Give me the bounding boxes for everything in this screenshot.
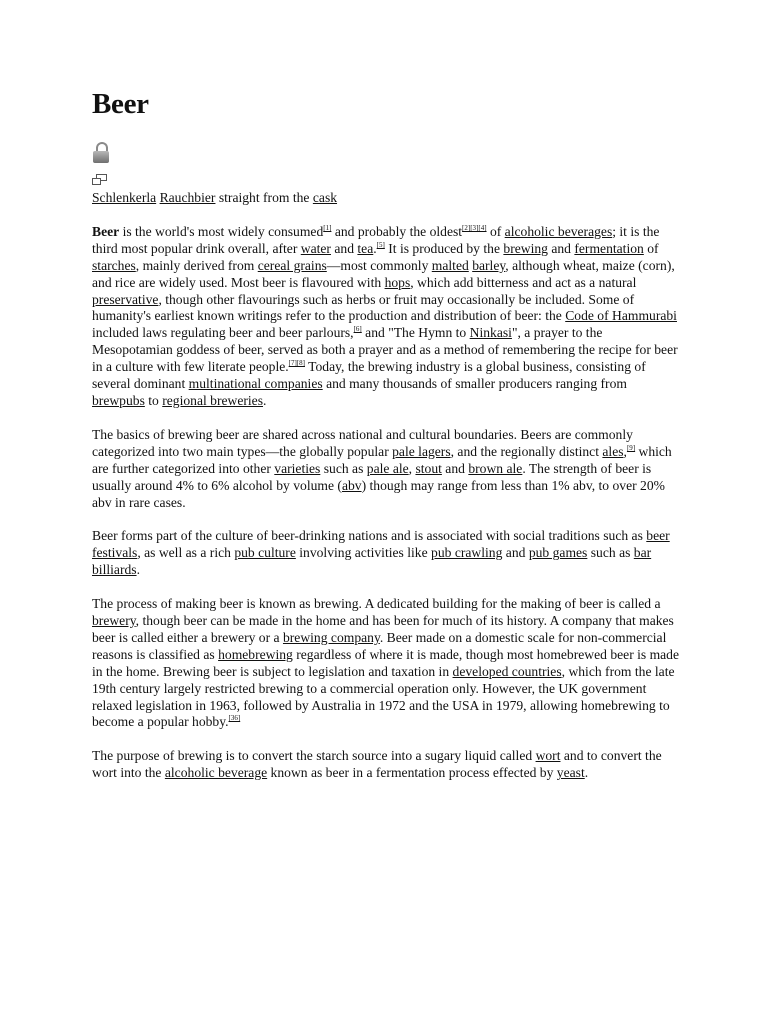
text: —most commonly — [326, 257, 432, 273]
link-brewery[interactable]: brewery — [92, 613, 136, 629]
citation-link[interactable]: [2][3][4] — [462, 223, 487, 232]
text: regardless of where it is made, though most homebrewed beer is made in the home. Brewing beer is subject to legislation and taxation in — [92, 646, 680, 679]
image-placeholder-icon[interactable] — [92, 174, 106, 184]
link-pub-crawling[interactable]: pub crawling — [431, 545, 503, 561]
text: and — [502, 545, 529, 561]
link-water[interactable]: water — [300, 240, 331, 256]
link-abv[interactable]: abv — [341, 477, 362, 493]
citation — [354, 325, 362, 333]
text: , although wheat, maize (corn), and rice are widely used. Most beer is flavoured with — [92, 257, 675, 290]
text: Beer forms part of the culture of beer-drinking nations and is associated with social traditions such as — [92, 528, 647, 544]
link-malted[interactable]: malted — [431, 257, 469, 273]
term-beer: Beer — [92, 223, 120, 239]
caption-text: straight from the — [218, 190, 310, 205]
link-tea[interactable]: tea — [357, 240, 374, 256]
article — [92, 86, 682, 799]
page-title: Beer — [92, 88, 149, 120]
text: ", a prayer to the Mesopotamian goddess of beer, served as both a prayer and as a method of remembering the recipe for beer in a culture with few literate people. — [92, 325, 678, 375]
text: Today, the brewing industry is a global business, consisting of several dominant — [92, 359, 646, 392]
paragraph-culture — [92, 528, 682, 579]
text: and — [330, 240, 358, 256]
link-pale-lagers[interactable]: pale lagers — [392, 443, 451, 459]
text: and — [547, 240, 575, 256]
text: , which from the late 19th century largely restricted brewing to a commercial operation only. However, the UK government relaxed legislation in 1963, followed by Australia in 1972 and the USA in 1979, allowing homebrewing to become a popular hobby. — [92, 663, 675, 730]
link-fermentation[interactable]: fermentation — [574, 240, 644, 256]
text: to — [144, 392, 163, 408]
text: , which add bitterness and act as a natural — [410, 274, 637, 290]
text: . — [584, 765, 589, 781]
link-varieties[interactable]: varieties — [274, 460, 321, 476]
citation — [627, 444, 635, 452]
link-developed-countries[interactable]: developed countries — [452, 663, 562, 679]
text: which are further categorized into other — [92, 443, 672, 476]
paragraph-intro — [92, 224, 682, 410]
link-code-of-hammurabi[interactable]: Code of Hammurabi — [565, 308, 677, 324]
citation-link[interactable]: [5] — [376, 240, 385, 249]
text: , and the regionally distinct — [450, 443, 603, 459]
link-multinational-companies[interactable]: multinational companies — [188, 376, 323, 392]
link-pub-culture[interactable]: pub culture — [234, 545, 296, 561]
citation — [289, 359, 305, 367]
citation — [462, 224, 487, 232]
text: , as well as a rich — [137, 545, 235, 561]
link-cask[interactable]: cask — [312, 190, 338, 205]
text: included laws regulating beer and beer parlours, — [92, 325, 354, 341]
text: , mainly derived from — [135, 257, 258, 273]
link-alcoholic-beverage[interactable]: alcoholic beverage — [164, 765, 268, 781]
text: and many thousands of smaller producers ranging from — [322, 376, 627, 392]
link-brewing-company[interactable]: brewing company — [282, 629, 380, 645]
text: The purpose of brewing is to convert the starch source into a sugary liquid called — [92, 748, 536, 764]
text: ; it is the third most popular drink overall, after — [92, 223, 660, 256]
text: . — [136, 562, 140, 578]
text: , — [408, 460, 416, 476]
citation-link[interactable]: [1] — [323, 223, 332, 232]
link-brewpubs[interactable]: brewpubs — [92, 392, 145, 408]
text: and — [441, 460, 469, 476]
paragraph-types — [92, 427, 682, 512]
text: . Beer made on a domestic scale for non-commercial reasons is classified as — [92, 629, 667, 662]
citation — [229, 714, 241, 722]
text: . — [263, 392, 267, 408]
text: and probably the oldest — [331, 223, 463, 239]
text: known as beer in a fermentation process effected by — [267, 765, 557, 781]
link-homebrewing[interactable]: homebrewing — [218, 646, 293, 662]
lock-icon — [93, 142, 109, 164]
link-preservative[interactable]: preservative — [92, 291, 159, 307]
text: The basics of brewing beer are shared across national and cultural boundaries. Beers are commonly categorized into two main types—the globally popular — [92, 426, 633, 459]
link-bar-billiards[interactable]: bar billiards — [92, 545, 652, 578]
link-hops[interactable]: hops — [384, 274, 411, 290]
text: , — [623, 443, 627, 459]
image-caption — [92, 190, 682, 207]
text: The process of making beer is known as brewing. A dedicated building for the making of beer is called a — [92, 596, 661, 612]
text: involving activities like — [295, 545, 432, 561]
link-rauchbier[interactable]: Rauchbier — [159, 190, 216, 205]
text: and to convert the wort into the — [92, 748, 662, 781]
text: It is produced by the — [384, 240, 504, 256]
citation-link[interactable]: [36] — [228, 714, 241, 723]
text: and "The Hymn to — [361, 325, 470, 341]
link-stout[interactable]: stout — [415, 460, 442, 476]
link-barley[interactable]: barley — [472, 257, 506, 273]
link-wort[interactable]: wort — [535, 748, 561, 764]
link-ninkasi[interactable]: Ninkasi — [469, 325, 512, 341]
text: ) though may range from less than 1% abv, to over 20% abv in rare cases. — [92, 477, 665, 510]
text: , though beer can be made in the home and has been for much of its history. A company that makes beer is called either a brewery or a — [92, 613, 674, 645]
text: , though other flavourings such as herbs or fruit may occasionally be included. Some of humanity's earliest known writings refer to the production and distribution of beer: the — [92, 291, 635, 324]
link-beer-festivals[interactable]: beer festivals — [92, 528, 670, 561]
link-alcoholic-beverages[interactable]: alcoholic beverages — [504, 223, 613, 239]
citation — [377, 241, 385, 249]
link-regional-breweries[interactable]: regional breweries — [162, 392, 264, 408]
link-pub-games[interactable]: pub games — [528, 545, 588, 561]
text: such as — [587, 545, 634, 561]
citation-link[interactable]: [6] — [353, 325, 362, 334]
link-schlenkerla[interactable]: Schlenkerla — [92, 190, 157, 205]
paragraph-brewing-process — [92, 596, 682, 731]
link-ales[interactable]: ales — [602, 443, 624, 459]
citation-link[interactable]: [7][8] — [288, 359, 305, 368]
text: of — [486, 223, 505, 239]
text: is the world's most widely consumed — [119, 223, 324, 239]
paragraph-purpose — [92, 748, 682, 782]
link-brewing[interactable]: brewing — [503, 240, 548, 256]
text: . — [373, 240, 377, 256]
citation-link[interactable]: [9] — [626, 443, 636, 452]
link-cereal-grains[interactable]: cereal grains — [257, 257, 327, 273]
text: of — [643, 240, 659, 256]
link-yeast[interactable]: yeast — [556, 765, 585, 781]
text: . The strength of beer is usually around 4% to 6% alcohol by volume ( — [92, 460, 652, 493]
link-starches[interactable]: starches — [92, 257, 136, 273]
link-pale-ale[interactable]: pale ale — [366, 460, 409, 476]
text: such as — [320, 460, 367, 476]
link-brown-ale[interactable]: brown ale — [468, 460, 523, 476]
